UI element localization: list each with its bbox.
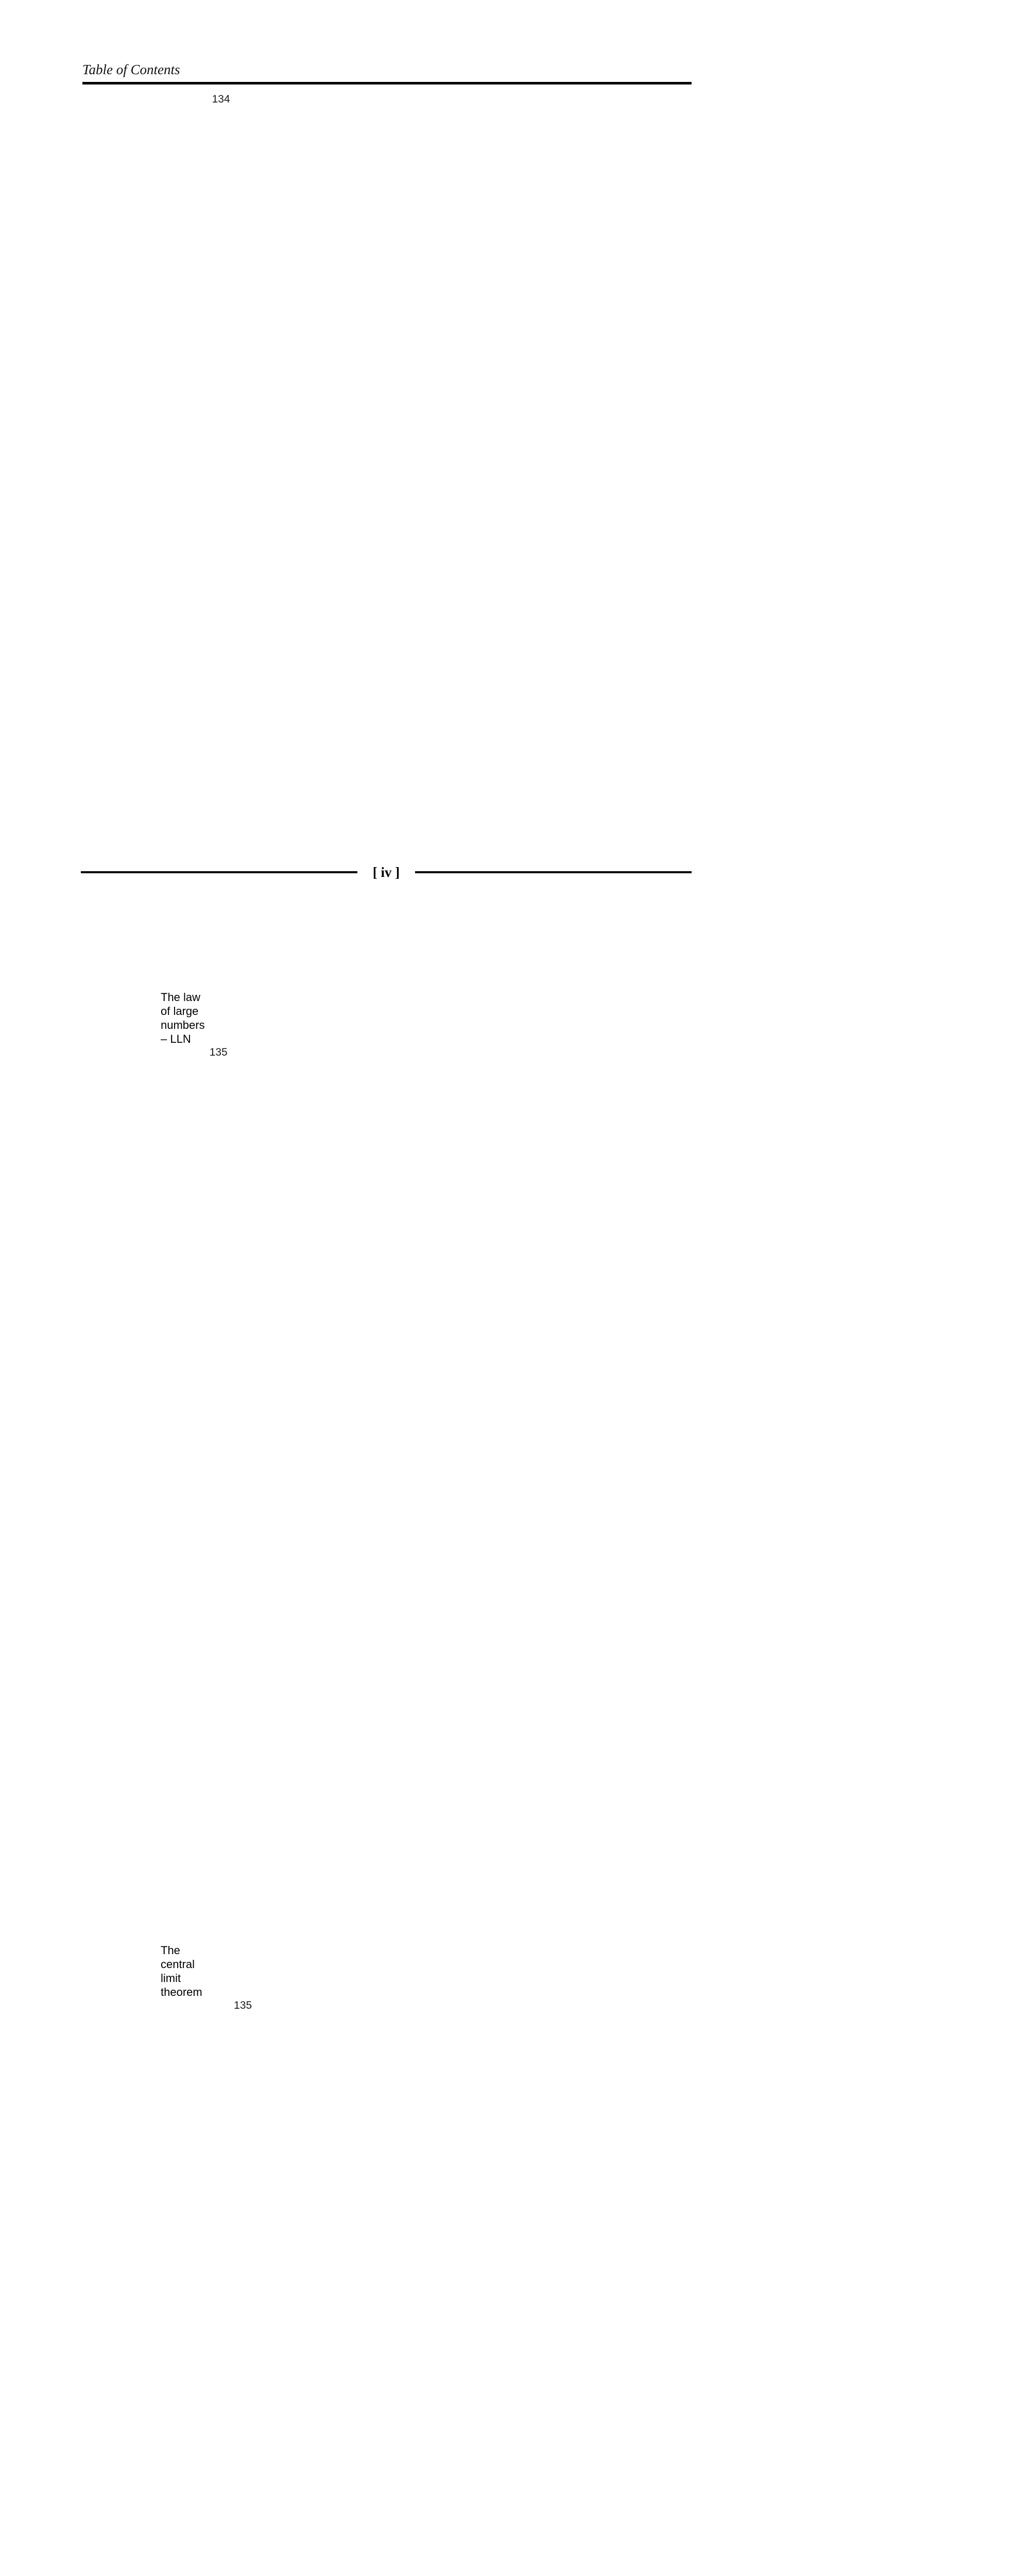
footer-rule-right	[415, 871, 692, 873]
toc-entry[interactable]	[83, 1046, 692, 1999]
header-rule	[82, 82, 692, 84]
toc-entry[interactable]	[83, 93, 692, 1046]
toc-entry-title: The central limit theorem	[161, 1944, 202, 1998]
page-header	[82, 0, 692, 84]
page-number-label: [ iv ]	[372, 865, 400, 880]
toc-entry-page: 134	[212, 93, 985, 1046]
toc-list	[83, 93, 692, 2576]
page-footer	[81, 865, 692, 880]
toc-entry[interactable]	[83, 1999, 692, 2576]
toc-entry-page: 135	[210, 1046, 982, 1999]
toc-entry-page: 135	[234, 1999, 1006, 2576]
running-head-title: Table of Contents	[82, 62, 180, 77]
footer-rule-left	[81, 871, 357, 873]
toc-entry-title: The law of large numbers – LLN	[161, 991, 205, 1045]
